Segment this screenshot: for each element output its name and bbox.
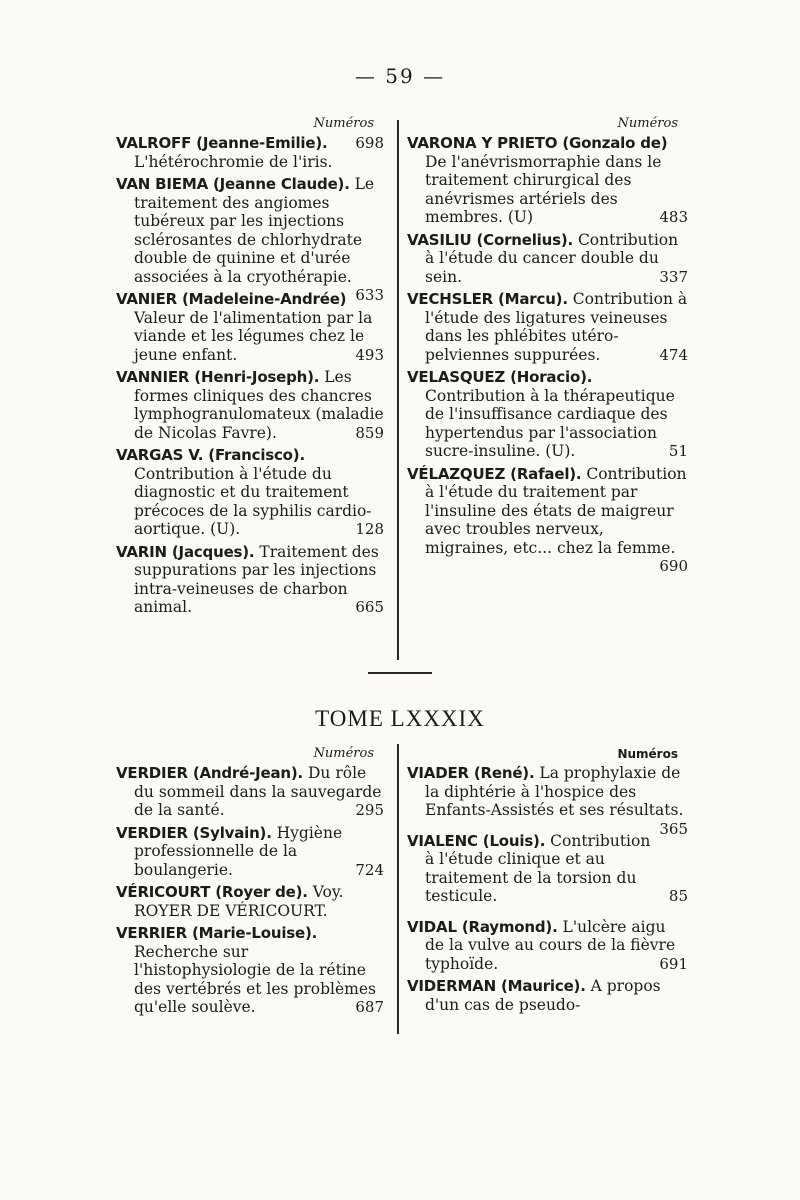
entry-number: 698 [355, 134, 384, 152]
author-name: VALROFF (Jeanne-Emilie). [116, 134, 328, 152]
entry-number: 665 [355, 598, 384, 616]
index-entry [116, 764, 388, 820]
numeros-header: Numéros [617, 747, 678, 761]
thesis-title: Recherche sur l'histophysiologie de la rétine des vertébrés et les problèmes qu'elle soulève. [134, 942, 376, 1016]
entry-number: 51 [668, 442, 688, 460]
author-name: VASILIU (Cornelius). [407, 230, 573, 249]
cross-reference: Voy. ROYER DE VÉRICOURT. [134, 883, 344, 920]
author-name: VARIN (Jacques). [116, 542, 255, 561]
entry-number: 483 [659, 208, 688, 226]
entry-number: 859 [355, 423, 384, 442]
thesis-title: Contribution à l'étude des ligatures veineuses dans les phlébites utéro-pelviennes suppurées. [425, 290, 688, 364]
thesis-title: La prophylaxie de la diphtérie à l'hospice des Enfants-Assistés et ses résultats. [425, 764, 684, 819]
entry-number: 474 [659, 345, 688, 364]
numeros-header: Numéros [313, 116, 374, 131]
index-entry [116, 883, 388, 920]
thesis-title: Du rôle du sommeil dans la sauvegarde de la santé. [134, 764, 382, 819]
thesis-title: Traitement des suppurations par les injections intra-veineuses de charbon animal. [134, 542, 379, 616]
left-column [116, 114, 388, 621]
index-entry [116, 543, 388, 617]
author-name: VÉRICOURT (Royer de). [116, 883, 308, 901]
index-entry [116, 134, 388, 171]
thesis-title: L'hétérochromie de l'iris. [134, 152, 333, 171]
thesis-title: A propos d'un cas de pseudo- [425, 977, 661, 1014]
author-name: VANIER (Madeleine-Andrée) [116, 290, 347, 308]
author-name: VIADER (René). [407, 764, 535, 782]
entry-number: 128 [355, 520, 384, 538]
author-name: VIDERMAN (Maurice). [407, 977, 586, 995]
index-entry [407, 134, 692, 227]
entry-number: 724 [355, 860, 384, 879]
index-entry [407, 368, 692, 461]
right-column [407, 114, 692, 576]
author-name: VARGAS V. (Francisco). [116, 446, 305, 464]
column-divider [397, 120, 399, 660]
author-name: VERRIER (Marie-Louise). [116, 924, 318, 942]
thesis-title: L'ulcère aigu de la vulve au cours de la fièvre typhoïde. [425, 917, 676, 973]
thesis-title: Contribution à l'étude clinique et au traitement de la torsion du testicule. [425, 831, 651, 905]
entry-number: 493 [355, 345, 384, 364]
index-entry [407, 832, 692, 906]
index-entry [407, 290, 692, 364]
thesis-title: Hygiène professionnelle de la boulangerie. [134, 823, 343, 879]
right-column [407, 744, 692, 1018]
author-name: VAN BIEMA (Jeanne Claude). [116, 175, 350, 193]
author-name: VANNIER (Henri-Joseph). [116, 368, 320, 386]
section-separator [368, 672, 432, 674]
author-name: VIDAL (Raymond). [407, 917, 558, 936]
author-name: VELASQUEZ (Horacio). [407, 368, 593, 386]
thesis-title: Le traitement des angiomes tubéreux par les injections sclérosantes de chlorhydrate double de quinine et d'urée associées à la cryothérapie. [134, 175, 375, 286]
page-number: — 59 — [354, 64, 446, 88]
index-entry [116, 824, 388, 880]
left-column [116, 744, 388, 1021]
numeros-header: Numéros [313, 746, 374, 761]
thesis-title: Valeur de l'alimentation par la viande et les légumes chez le jeune enfant. [134, 308, 373, 364]
thesis-title: Contribution à l'étude du traitement par l'insuline des états de maigreur avec troubles nerveux, migraines, etc... chez la femme. [425, 464, 687, 557]
index-entry [407, 464, 692, 575]
thesis-title: Contribution à la thérapeutique de l'insuffisance cardiaque des hypertendus par l'association sucre-insuline. (U). [425, 386, 675, 460]
author-name: VERDIER (Sylvain). [116, 823, 272, 842]
entry-number: 687 [355, 998, 384, 1016]
author-name: VARONA Y PRIETO (Gonzalo de) [407, 134, 668, 152]
entry-number: 337 [659, 267, 688, 286]
numeros-header: Numéros [617, 116, 678, 131]
entry-number: 85 [668, 887, 688, 905]
entry-number: 295 [355, 801, 384, 819]
column-divider [397, 744, 399, 1034]
index-entry [116, 446, 388, 539]
thesis-title: Contribution à l'étude du diagnostic et du traitement précoces de la syphilis cardio-aortique. (U). [134, 464, 372, 538]
thesis-title: Les formes cliniques des chancres lymphogranulomateux (maladie de Nicolas Favre). [134, 368, 384, 442]
thesis-title: Contribution à l'étude du cancer double du sein. [425, 230, 679, 286]
index-entry [116, 290, 388, 364]
author-name: VÉLAZQUEZ (Rafael). [407, 464, 582, 483]
author-name: VIALENC (Louis). [407, 831, 546, 850]
entry-number: 365 [659, 819, 688, 838]
author-name: VECHSLER (Marcu). [407, 290, 568, 308]
index-entry [407, 231, 692, 287]
thesis-title: De l'anévrismorraphie dans le traitement chirurgical des anévrismes artériels des membres. (U) [425, 152, 662, 226]
author-name: VERDIER (André-Jean). [116, 764, 304, 782]
index-section-2 [112, 744, 692, 1044]
entry-number: 691 [659, 954, 688, 973]
index-entry [407, 977, 692, 1014]
entry-number: 633 [355, 286, 384, 304]
entry-number: 690 [659, 557, 688, 575]
index-entry [116, 924, 388, 1017]
index-entry [407, 764, 692, 838]
index-entry [407, 918, 692, 974]
index-entry [116, 368, 388, 442]
tome-heading: TOME LXXXIX [315, 706, 485, 731]
index-section-1 [112, 114, 692, 654]
